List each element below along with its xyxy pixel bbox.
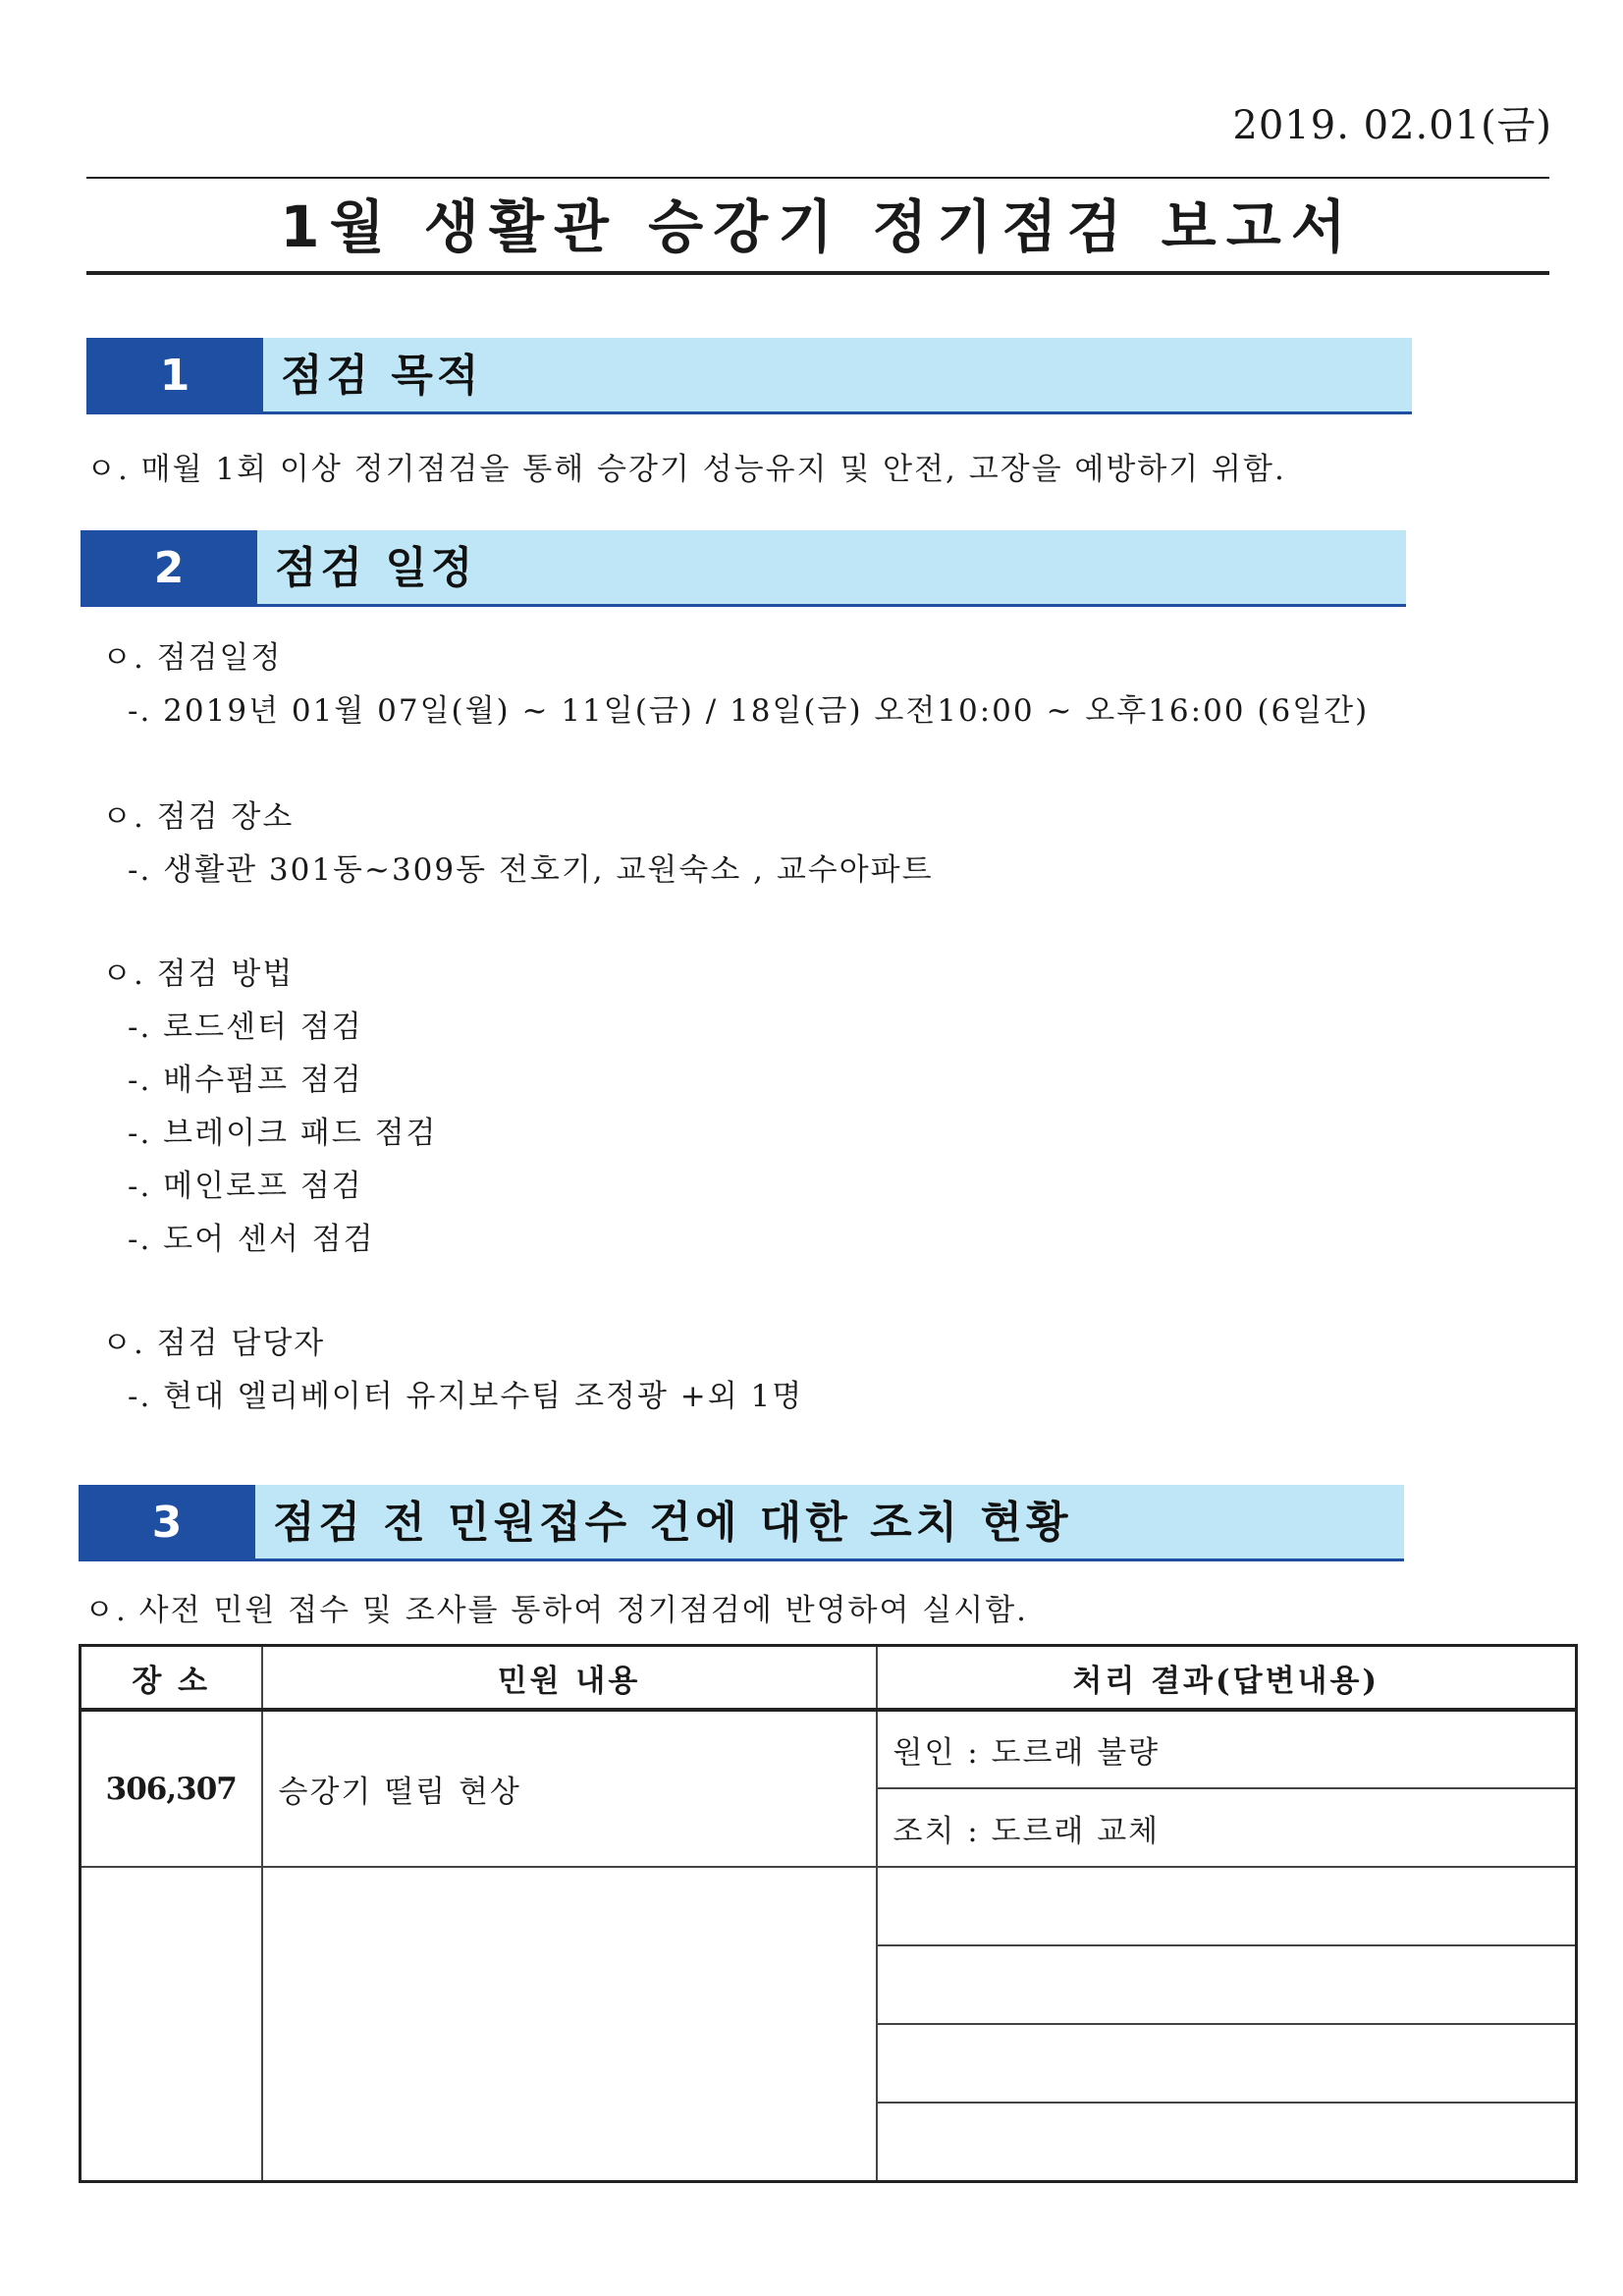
location-item: -. 생활관 301동~309동 전호기, 교원숙소 , 교수아파트 — [128, 852, 934, 888]
row-location — [81, 1867, 262, 2181]
row-location: 306,307 — [81, 1710, 262, 1867]
title-bottom-rule — [86, 271, 1549, 275]
row-result — [877, 2103, 1577, 2181]
header-complaint: 민원 내용 — [262, 1646, 877, 1711]
section-3-title: 점검 전 민원접수 건에 대한 조치 현황 — [255, 1485, 1404, 1561]
method-item: -. 도어 센서 점검 — [128, 1222, 375, 1257]
row-result-cause: 원인 : 도르래 불량 — [877, 1710, 1577, 1788]
complaints-table — [79, 1644, 1578, 2183]
inspector-item: -. 현대 엘리베이터 유지보수팀 조정광 +외 1명 — [128, 1379, 804, 1414]
table-header-row — [81, 1646, 1577, 1711]
table-row — [81, 1867, 1577, 1945]
method-item: -. 배수펌프 점검 — [128, 1063, 363, 1098]
section-3-number: 3 — [79, 1485, 255, 1561]
method-item: -. 브레이크 패드 점검 — [128, 1116, 438, 1151]
row-result-action: 조치 : 도르래 교체 — [877, 1788, 1577, 1867]
method-item: -. 로드센터 점검 — [128, 1010, 363, 1045]
section-3-intro-text: ㅇ. 사전 민원 접수 및 조사를 통하여 정기점검에 반영하여 실시함. — [84, 1593, 1028, 1628]
title-top-rule — [86, 177, 1549, 179]
section-1-number: 1 — [86, 338, 263, 414]
method-item: -. 메인로프 점검 — [128, 1169, 363, 1204]
row-complaint — [262, 1867, 877, 2181]
section-2-number: 2 — [81, 530, 257, 607]
row-complaint: 승강기 떨림 현상 — [262, 1710, 877, 1867]
row-result — [877, 2024, 1577, 2103]
location-heading: ㅇ. 점검 장소 — [102, 799, 295, 835]
report-title: 1월 생활관 승강기 정기점검 보고서 — [280, 193, 1356, 260]
section-1-purpose-text: ㅇ. 매월 1회 이상 정기점검을 통해 승강기 성능유지 및 안전, 고장을 예방하기 위함. — [86, 452, 1286, 487]
report-date: 2019. 02.01(금) — [1232, 103, 1552, 148]
section-1-title: 점검 목적 — [263, 338, 1412, 414]
table-row — [81, 1710, 1577, 1788]
method-heading: ㅇ. 점검 방법 — [102, 957, 295, 992]
row-result — [877, 1867, 1577, 1945]
header-result: 처리 결과(답변내용) — [877, 1646, 1577, 1711]
section-2-title: 점검 일정 — [257, 530, 1406, 607]
header-location: 장 소 — [81, 1646, 262, 1711]
schedule-heading: ㅇ. 점검일정 — [102, 640, 283, 676]
row-result — [877, 1945, 1577, 2024]
schedule-item: -. 2019년 01월 07일(월) ~ 11일(금) / 18일(금) 오전10:00 ~ 오후16:00 (6일간) — [128, 693, 1370, 729]
inspector-heading: ㅇ. 점검 담당자 — [102, 1326, 326, 1361]
